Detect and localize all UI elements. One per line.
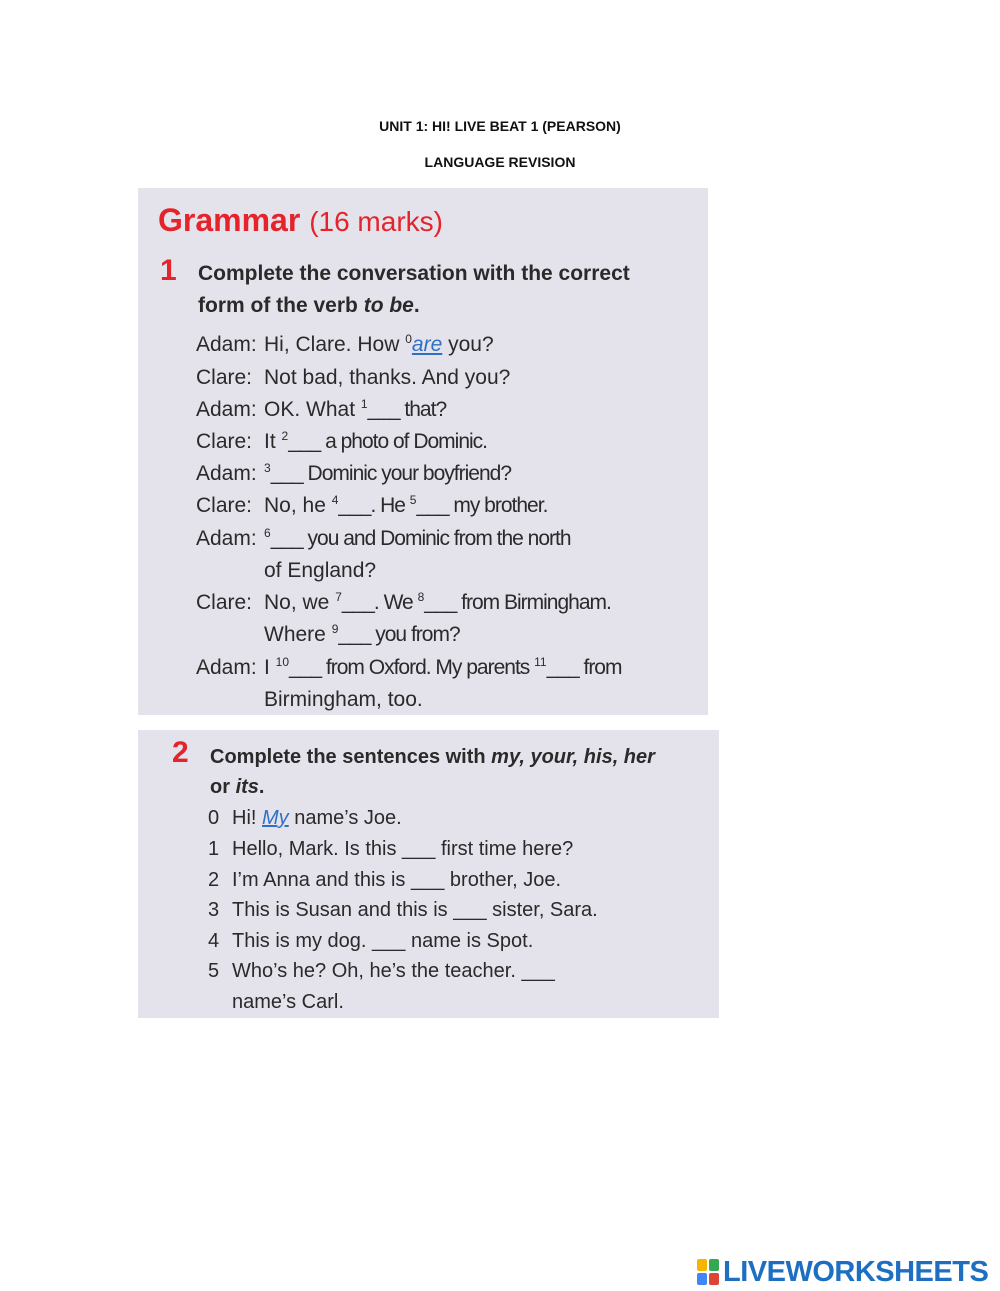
gap-number: 3: [264, 461, 271, 475]
liveworksheets-logo: [697, 1256, 988, 1288]
speaker-label: Adam:: [196, 656, 257, 679]
list-item[interactable]: [208, 865, 561, 895]
instruction-words: my, your, his, her: [491, 746, 655, 768]
answer-gap[interactable]: ___ from: [546, 656, 622, 679]
speaker-label: Clare:: [196, 494, 253, 517]
dialogue-line: [196, 394, 446, 426]
dialogue-line: [196, 652, 621, 684]
speaker-label: Clare:: [196, 591, 253, 614]
line-text: It: [264, 430, 282, 453]
item-number: 4: [208, 930, 220, 952]
answer-gap[interactable]: ___ Dominic your boyfriend?: [270, 462, 511, 485]
exercise-2-panel: [138, 730, 719, 1018]
gap-number: 9: [331, 622, 339, 636]
item-number: 3: [208, 899, 220, 921]
section-heading: [158, 202, 443, 239]
answer-gap[interactable]: ___. He: [338, 494, 410, 517]
logo-block: [709, 1259, 719, 1271]
instruction-verb: to be: [363, 294, 414, 317]
line-text: I: [264, 656, 276, 679]
item-text: This is my dog. ___ name is Spot.: [232, 930, 534, 952]
exercise-1-panel: [138, 188, 708, 715]
item-continuation: name’s Carl.: [232, 991, 344, 1013]
dialogue-line: [196, 458, 511, 490]
dialogue-continuation: of England?: [264, 559, 377, 582]
exercise-1-instruction: [198, 258, 698, 322]
gap-number: 2: [281, 429, 289, 443]
answer-gap[interactable]: ___ from Oxford. My parents: [289, 656, 535, 679]
dialogue-line: [196, 426, 487, 458]
gap-number: 1: [360, 397, 368, 411]
logo-text: LIVEWORKSHEETS: [723, 1255, 989, 1288]
line-text: OK. What: [264, 398, 361, 421]
list-item[interactable]: [208, 956, 555, 986]
document-title: UNIT 1: HI! LIVE BEAT 1 (PEARSON): [379, 118, 621, 134]
speaker-label: Adam:: [196, 333, 257, 356]
item-number: 1: [208, 838, 220, 860]
item-number: 0: [208, 807, 220, 829]
gap-number: 8: [417, 590, 425, 604]
item-number: 5: [208, 960, 220, 982]
gap-number: 10: [275, 655, 290, 669]
speaker-label: Adam:: [196, 462, 257, 485]
instruction-line-1: Complete the conversation with the correct: [198, 262, 630, 285]
dialogue-line: [196, 587, 611, 619]
logo-blocks-icon: [697, 1259, 719, 1285]
dialogue-continuation: Birmingham, too.: [264, 688, 423, 711]
answer-gap[interactable]: ___. We: [341, 591, 418, 614]
item-text: I’m Anna and this is ___ brother, Joe.: [232, 869, 562, 891]
logo-block: [697, 1273, 707, 1285]
speaker-label: Clare:: [196, 366, 253, 389]
logo-block: [697, 1259, 707, 1271]
list-item[interactable]: [208, 926, 533, 956]
instruction-or: or: [210, 776, 236, 798]
line-text: Where: [264, 623, 332, 646]
dialogue-continuation: [264, 619, 460, 651]
gap-number: 0: [405, 332, 412, 346]
line-text: you?: [442, 333, 494, 356]
example-answer: My: [262, 807, 289, 829]
instruction-its: its: [235, 776, 259, 798]
line-text: No, we: [264, 591, 336, 614]
instruction-line-1: Complete the sentences with: [210, 746, 492, 768]
exercise-2-number: 2: [172, 736, 189, 769]
answer-gap[interactable]: ___ you and Dominic from the north: [270, 527, 571, 550]
document-subtitle: LANGUAGE REVISION: [424, 154, 576, 170]
example-answer: are: [411, 333, 443, 356]
line-text: Hi, Clare. How: [264, 333, 406, 356]
answer-gap[interactable]: ___ from Birmingham.: [424, 591, 611, 614]
section-marks: (16 marks): [309, 206, 443, 237]
gap-number: 6: [264, 526, 271, 540]
instruction-line-2: form of the verb: [198, 294, 358, 317]
item-number: 2: [208, 869, 220, 891]
item-text: This is Susan and this is ___ sister, Sara.: [232, 899, 598, 921]
answer-gap[interactable]: ___ a photo of Dominic.: [288, 430, 488, 453]
list-item: [208, 803, 402, 833]
instruction-end: .: [258, 776, 265, 798]
dialogue-line: [196, 523, 571, 555]
speaker-label: Adam:: [196, 398, 257, 421]
instruction-end: .: [413, 294, 420, 317]
exercise-1-number: 1: [160, 254, 177, 287]
list-item[interactable]: [208, 895, 598, 925]
answer-gap[interactable]: ___ my brother.: [416, 494, 548, 517]
line-text: Not bad, thanks. And you?: [264, 366, 511, 389]
item-text: Hi!: [232, 807, 262, 829]
answer-gap[interactable]: ___ you from?: [338, 623, 460, 646]
dialogue-line: [196, 329, 494, 361]
list-item[interactable]: [208, 834, 573, 864]
gap-number: 11: [534, 655, 547, 669]
gap-number: 5: [409, 493, 417, 507]
gap-number: 7: [335, 590, 342, 604]
line-text: No, he: [264, 494, 332, 517]
dialogue-line: [196, 490, 547, 522]
section-title: Grammar: [158, 202, 301, 238]
answer-gap[interactable]: ___ that?: [367, 398, 447, 421]
item-text: Who’s he? Oh, he’s the teacher. ___: [232, 960, 555, 982]
exercise-2-instruction: [210, 742, 710, 802]
gap-number: 4: [331, 493, 339, 507]
logo-block: [709, 1273, 719, 1285]
speaker-label: Adam:: [196, 527, 257, 550]
dialogue-line: [196, 362, 510, 394]
item-text: Hello, Mark. Is this ___ first time here?: [232, 838, 574, 860]
item-text: name’s Joe.: [288, 807, 402, 829]
speaker-label: Clare:: [196, 430, 253, 453]
